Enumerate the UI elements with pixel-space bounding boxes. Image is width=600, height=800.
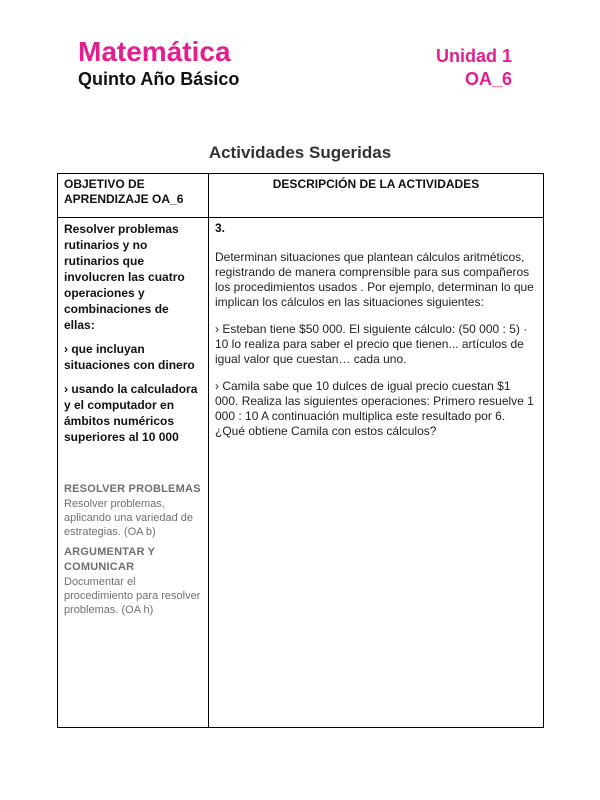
oa-label: OA_6	[464, 69, 512, 89]
skill-title-solve: RESOLVER PROBLEMAS	[64, 483, 201, 495]
table-row	[58, 218, 544, 728]
description-cell	[209, 218, 544, 728]
unit-label: Unidad 1	[435, 46, 512, 66]
table-header-row	[58, 174, 544, 218]
objective-text: Resolver problemas rutinarios y no rutinarios que involucren las cuatro operaciones y combinaciones de ellas:	[64, 222, 185, 332]
objective-bullet-money: › que incluyan situaciones con dinero	[64, 342, 195, 372]
activity-item-esteban: › Esteban tiene $50 000. El siguiente cálculo: (50 000 : 5) · 10 lo realiza para saber el precio que tienen... artículos de igual valor que cuestan… cada uno.	[215, 322, 528, 366]
objective-bullet-calculator: › usando la calculadora y el computador en ámbitos numéricos superiores al 10 000	[64, 382, 198, 444]
objective-cell	[58, 218, 209, 728]
activities-table	[57, 173, 544, 728]
skill-desc-solve: Resolver problemas, aplicando una variedad de estrategias. (OA b)	[64, 498, 194, 538]
header-objective: OBJETIVO DE APRENDIZAJE OA_6	[58, 174, 209, 218]
section-title: Actividades Sugeridas	[208, 143, 392, 162]
skill-title-argue: ARGUMENTAR Y COMUNICAR	[64, 546, 156, 573]
subject-title: Matemática	[78, 36, 231, 67]
activity-intro: Determinan situaciones que plantean cálculos aritméticos, registrando de manera comprensible para sus compañeros los procedimientos usados . Por ejemplo, determinan lo que implican los cálculos en las situaciones siguientes:	[215, 250, 534, 309]
activity-number: 3.	[215, 221, 226, 235]
header-description: DESCRIPCIÓN DE LA ACTIVIDADES	[209, 174, 544, 218]
level-subtitle: Quinto Año Básico	[78, 69, 240, 89]
activity-item-camila: › Camila sabe que 10 dulces de igual precio cuestan $1 000. Realiza las siguientes operaciones: Primero resuelve 1 000 : 10 A continuación multiplica este resultado por 6. ¿Qué obtiene Camila con estos cálculos?	[215, 379, 534, 438]
skill-desc-argue: Documentar el procedimiento para resolver problemas. (OA h)	[64, 576, 201, 616]
